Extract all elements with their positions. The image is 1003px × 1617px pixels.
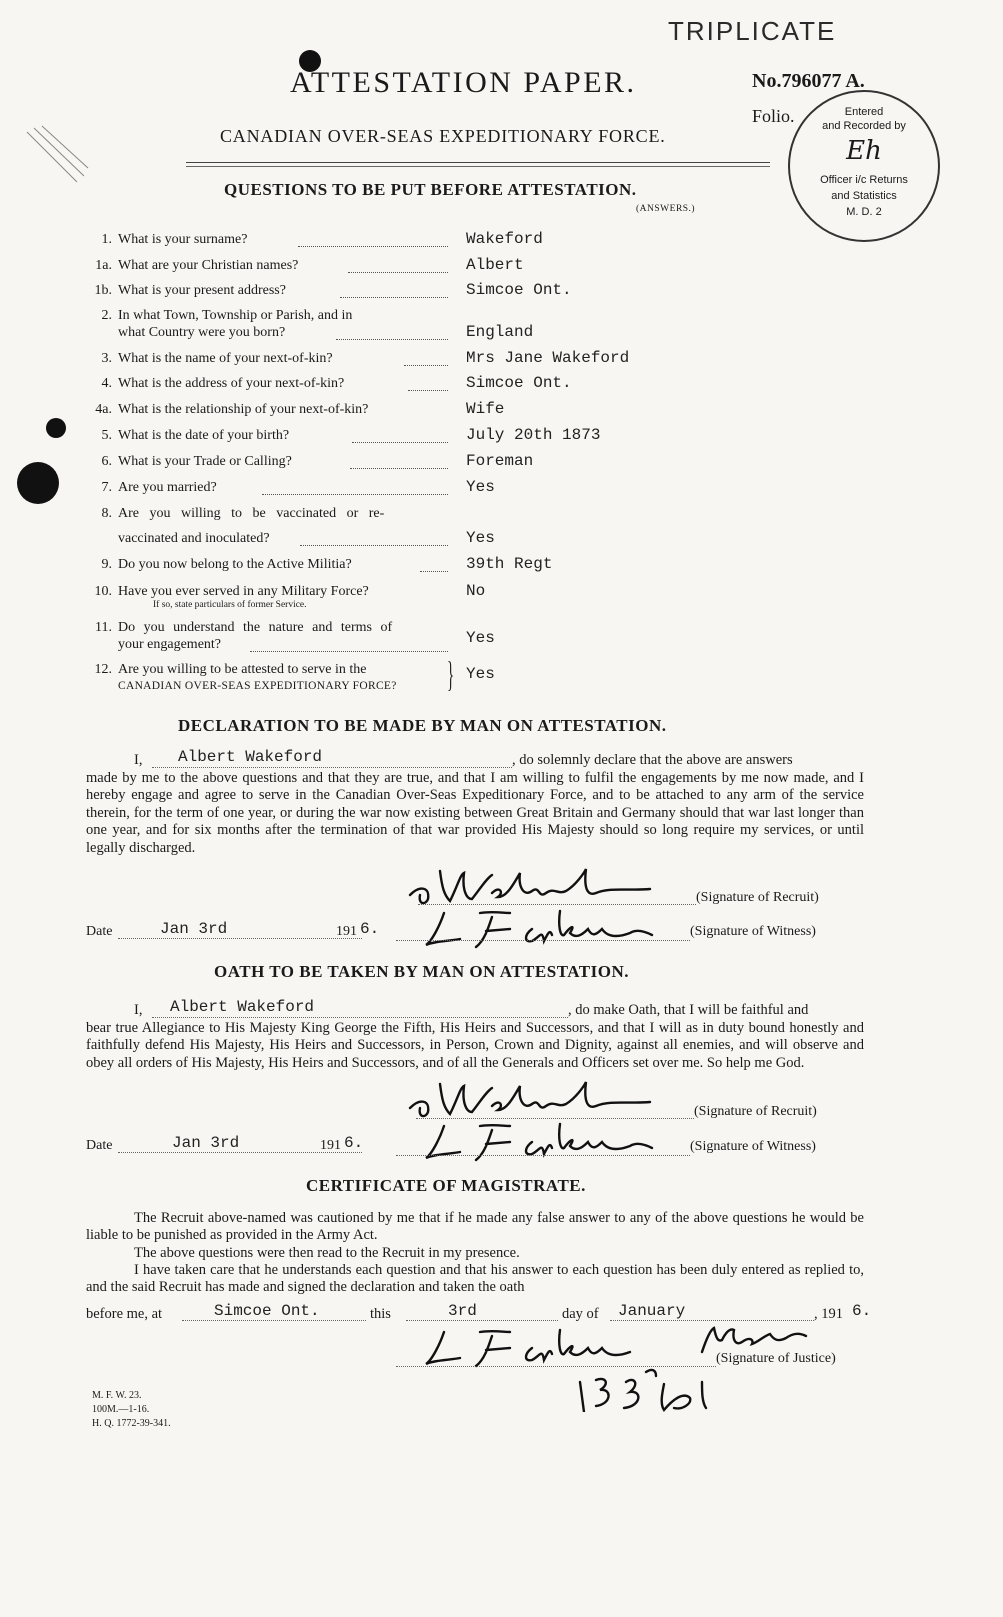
magistrate-this: this bbox=[370, 1306, 391, 1322]
question-3-text: What is the name of your next-of-kin? bbox=[118, 351, 333, 366]
magistrate-paragraph-1: The Recruit above-named was cautioned by me that if he made any false answer to any of the above questions he would be liable to be punished as provided in the Army Act. bbox=[86, 1210, 864, 1244]
oath-text-intro: , do make Oath, that I will be faithful and bbox=[568, 1002, 809, 1018]
question-8-text-line2: vaccinated and inoculated? bbox=[118, 531, 270, 546]
oath-witness-signature bbox=[420, 1118, 660, 1168]
question-5-leader bbox=[352, 442, 448, 443]
declaration-text-body: made by me to the above questions and that they are true, and that I am willing to fulfil the engagements by me now made, and I hereby engage and agree to serve in the Canadian Over-Seas Expeditionary Force, and to be attached to any arm of the service therein, for the term of one year, or during the war now existing between Great Britain and Germany should that war last longer than one year, and for six months after the termination of that war provided His Majesty should so long require my services, or until legally discharged. bbox=[86, 770, 864, 856]
answer-willing-to-serve: Yes bbox=[466, 665, 495, 683]
question-8-leader bbox=[300, 545, 448, 546]
answer-next-of-kin-address: Simcoe Ont. bbox=[466, 374, 572, 392]
stamp-recorded-by: and Recorded by bbox=[822, 120, 906, 132]
question-9-leader bbox=[420, 571, 448, 572]
declaration-year-prefix: 191 bbox=[336, 924, 357, 939]
question-6-text: What is your Trade or Calling? bbox=[118, 454, 292, 469]
magistrate-paragraph-3: I have taken care that he understands each question and that his answer to each question has been duly entered as replied to, and the said Recruit has made and signed the declaration and taken the oath bbox=[86, 1262, 864, 1296]
question-4-text: What is the address of your next-of-kin? bbox=[118, 376, 345, 391]
oath-name: Albert Wakeford bbox=[170, 998, 315, 1016]
magistrate-place-line bbox=[182, 1320, 366, 1321]
question-4a-text: What is the relationship of your next-of-kin? bbox=[118, 402, 369, 417]
magistrate-day-line bbox=[406, 1320, 558, 1321]
header-rule bbox=[186, 162, 770, 163]
oath-date: Jan 3rd bbox=[172, 1134, 240, 1152]
declaration-date: Jan 3rd bbox=[160, 920, 228, 938]
questions-heading: QUESTIONS TO BE PUT BEFORE ATTESTATION. bbox=[224, 180, 637, 199]
document-title: ATTESTATION PAPER. bbox=[290, 66, 637, 99]
question-1a-leader bbox=[348, 272, 448, 273]
question-1-text: What is your surname? bbox=[118, 232, 248, 247]
triplicate-stamp: TRIPLICATE bbox=[668, 16, 837, 46]
declaration-name-line bbox=[152, 767, 512, 768]
answer-active-militia: 39th Regt bbox=[466, 555, 553, 573]
question-6-number: 6. bbox=[101, 454, 112, 469]
oath-heading: OATH TO BE TAKEN BY MAN ON ATTESTATION. bbox=[214, 962, 629, 981]
magistrate-paragraph-2: The above questions were then read to the Recruit in my presence. bbox=[134, 1245, 520, 1261]
answer-birthplace: England bbox=[466, 323, 534, 341]
question-9-number: 9. bbox=[101, 557, 112, 572]
magistrate-year-suffix: 6. bbox=[852, 1302, 872, 1320]
stamp-initials: Eh bbox=[846, 136, 882, 166]
question-2-text-line2: what Country were you born? bbox=[118, 325, 286, 340]
answer-married: Yes bbox=[466, 478, 495, 496]
declaration-year-suffix: 6. bbox=[360, 920, 380, 938]
punch-hole-left-small bbox=[46, 418, 66, 438]
question-1a-number: 1a. bbox=[95, 258, 112, 273]
declaration-witness-line bbox=[396, 940, 690, 941]
stamp-statistics: and Statistics bbox=[831, 190, 897, 202]
answers-label: (ANSWERS.) bbox=[636, 204, 696, 214]
oath-witness-line bbox=[396, 1155, 690, 1156]
question-12-brace: } bbox=[447, 654, 455, 694]
question-8-number: 8. bbox=[101, 506, 112, 521]
question-11-text-line1: Do you understand the nature and terms of bbox=[118, 620, 393, 635]
magistrate-place: Simcoe Ont. bbox=[214, 1302, 320, 1320]
magistrate-justice-label: (Signature of Justice) bbox=[716, 1351, 836, 1366]
force-subtitle: CANADIAN OVER-SEAS EXPEDITIONARY FORCE. bbox=[220, 126, 666, 146]
footer-print-run: 100M.—1-16. bbox=[92, 1404, 150, 1415]
stamp-district: M. D. 2 bbox=[846, 206, 882, 218]
question-1b-leader bbox=[340, 297, 448, 298]
answer-surname: Wakeford bbox=[466, 230, 543, 248]
question-1b-text: What is your present address? bbox=[118, 283, 286, 298]
declaration-date-line bbox=[118, 938, 362, 939]
answer-christian-names: Albert bbox=[466, 256, 524, 274]
oath-year-suffix: 6. bbox=[344, 1134, 364, 1152]
question-11-number: 11. bbox=[95, 620, 112, 635]
stamp-entered: Entered bbox=[844, 106, 884, 118]
magistrate-month: January bbox=[618, 1302, 686, 1320]
question-4a-number: 4a. bbox=[95, 402, 112, 417]
declaration-i: I, bbox=[134, 752, 143, 768]
question-5-text: What is the date of your birth? bbox=[118, 428, 290, 443]
question-4-leader bbox=[408, 390, 448, 391]
question-7-text: Are you married? bbox=[118, 480, 217, 495]
header-rule-2 bbox=[186, 166, 770, 167]
question-10-text: Have you ever served in any Military Force? bbox=[118, 584, 369, 599]
question-9-text: Do you now belong to the Active Militia? bbox=[118, 557, 352, 572]
answer-present-address: Simcoe Ont. bbox=[466, 281, 572, 299]
oath-i: I, bbox=[134, 1002, 143, 1018]
question-3-number: 3. bbox=[101, 351, 112, 366]
question-12-text-line1: Are you willing to be attested to serve in the bbox=[118, 662, 367, 677]
question-1-number: 1. bbox=[101, 232, 112, 247]
oath-recruit-label: (Signature of Recruit) bbox=[694, 1104, 817, 1119]
question-7-leader bbox=[262, 494, 448, 495]
stamp-officer: Officer i/c Returns bbox=[820, 174, 908, 186]
footer-form-code: M. F. W. 23. bbox=[92, 1390, 142, 1401]
answer-next-of-kin-name: Mrs Jane Wakeford bbox=[466, 349, 630, 367]
declaration-recruit-label: (Signature of Recruit) bbox=[696, 890, 819, 905]
magistrate-heading: CERTIFICATE OF MAGISTRATE. bbox=[306, 1176, 586, 1195]
question-2-number: 2. bbox=[101, 308, 112, 323]
serial-number: No.796077 A. bbox=[752, 70, 865, 92]
answer-trade: Foreman bbox=[466, 452, 534, 470]
oath-year-prefix: 191 bbox=[320, 1138, 341, 1153]
answer-vaccinated: Yes bbox=[466, 529, 495, 547]
answer-military-service: No bbox=[466, 582, 486, 600]
magistrate-justice-line bbox=[396, 1366, 716, 1367]
declaration-date-label: Date bbox=[86, 924, 113, 939]
footer-hq-ref: H. Q. 1772-39-341. bbox=[92, 1418, 171, 1429]
oath-witness-label: (Signature of Witness) bbox=[690, 1139, 816, 1154]
declaration-witness-signature bbox=[420, 905, 660, 955]
oath-date-label: Date bbox=[86, 1138, 113, 1153]
question-3-leader bbox=[404, 365, 448, 366]
question-4-number: 4. bbox=[101, 376, 112, 391]
question-11-leader bbox=[250, 651, 448, 652]
oath-name-line bbox=[152, 1017, 568, 1018]
declaration-witness-label: (Signature of Witness) bbox=[690, 924, 816, 939]
declaration-text-intro: , do solemnly declare that the above are answers bbox=[512, 752, 793, 768]
answer-next-of-kin-relationship: Wife bbox=[466, 400, 505, 418]
folio-label: Folio. bbox=[752, 106, 795, 126]
magistrate-before-me: before me, at bbox=[86, 1306, 163, 1322]
records-stamp bbox=[788, 90, 940, 242]
question-5-number: 5. bbox=[101, 428, 112, 443]
magistrate-signature bbox=[420, 1322, 860, 1412]
question-12-text-line2: CANADIAN OVER-SEAS EXPEDITIONARY FORCE? bbox=[118, 680, 397, 692]
declaration-heading: DECLARATION TO BE MADE BY MAN ON ATTESTATION. bbox=[178, 716, 667, 735]
question-12-number: 12. bbox=[94, 662, 112, 677]
magistrate-year-prefix: , 191 bbox=[814, 1306, 843, 1322]
magistrate-day-of: day of bbox=[562, 1306, 599, 1322]
question-8-text-line1: Are you willing to be vaccinated or re- bbox=[118, 506, 385, 521]
question-7-number: 7. bbox=[101, 480, 112, 495]
question-2-leader bbox=[336, 339, 448, 340]
question-2-text-line1: In what Town, Township or Parish, and in bbox=[118, 308, 353, 323]
question-1b-number: 1b. bbox=[94, 283, 112, 298]
question-6-leader bbox=[350, 468, 448, 469]
question-1-leader bbox=[298, 246, 448, 247]
question-10-number: 10. bbox=[94, 584, 112, 599]
declaration-name: Albert Wakeford bbox=[178, 748, 323, 766]
question-11-text-line2: your engagement? bbox=[118, 637, 222, 652]
oath-text-body: bear true Allegiance to His Majesty King George the Fifth, His Heirs and Successors, and that I will as in duty bound honestly and faithfully defend His Majesty, His Heirs and Successors, in Person, Crown and Dignity, against all enemies, and will observe and obey all orders of His Majesty, His Heirs and Successors, and of all the Generals and Officers set over me. So help me God. bbox=[86, 1020, 864, 1071]
question-10-note: If so, state particulars of former Service. bbox=[153, 600, 307, 610]
punch-hole-left-large bbox=[17, 462, 59, 504]
answer-understand-terms: Yes bbox=[466, 629, 495, 647]
magistrate-month-line bbox=[610, 1320, 814, 1321]
question-1a-text: What are your Christian names? bbox=[118, 258, 299, 273]
answer-date-of-birth: July 20th 1873 bbox=[466, 426, 601, 444]
margin-scribbles bbox=[22, 122, 92, 192]
magistrate-day: 3rd bbox=[448, 1302, 477, 1320]
